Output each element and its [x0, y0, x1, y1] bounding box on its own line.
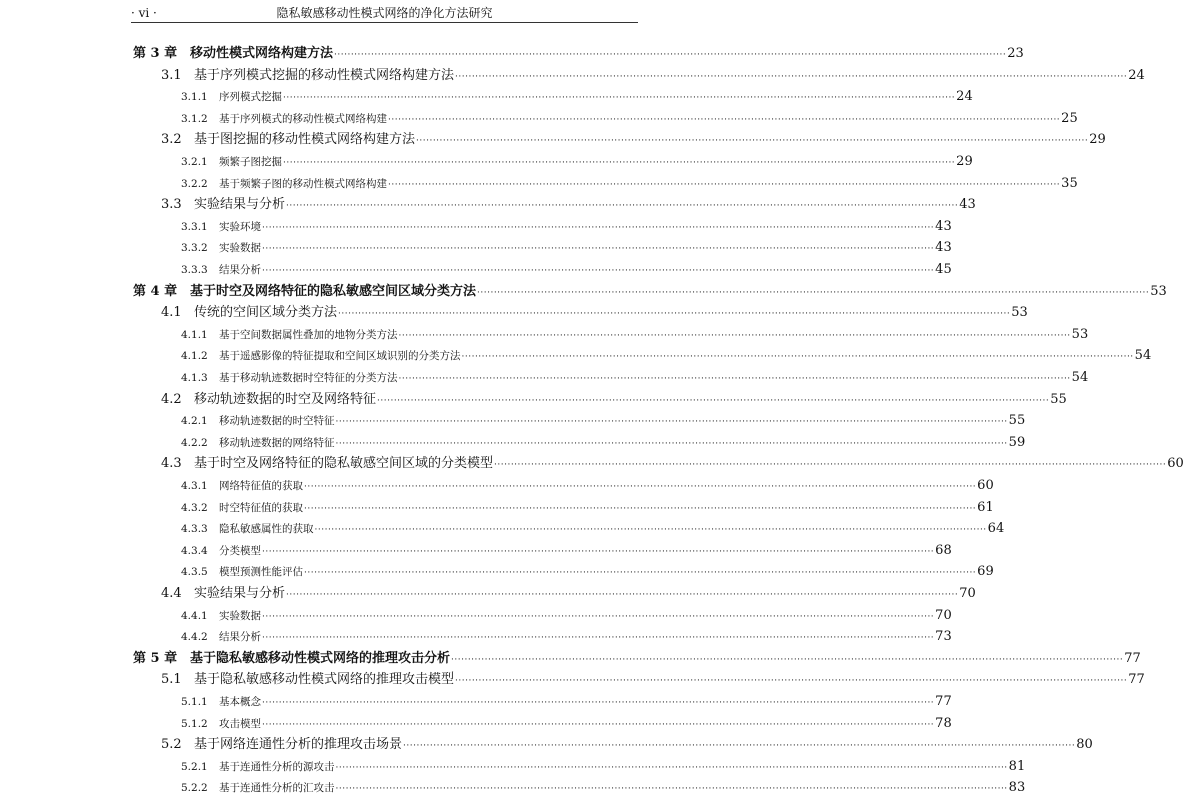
- toc-entry-number: 3.3.2: [181, 242, 208, 255]
- toc-entry-page: 81: [1008, 758, 1026, 774]
- toc-entry-number: 3.2: [161, 132, 182, 148]
- toc-leader-dots: ········································································································································································································: [262, 719, 935, 730]
- toc-leader-dots: ········································································································································································································: [262, 244, 935, 255]
- toc-entry-subsection: [181, 607, 952, 626]
- toc-leader-dots: ········································································································································································································: [455, 676, 1128, 687]
- toc-entry-page: 59: [1008, 434, 1026, 450]
- toc-entry-section: [161, 391, 1067, 410]
- page-number: · vi ·: [131, 6, 157, 20]
- toc-entry-title: 网络特征值的获取: [219, 480, 303, 492]
- toc-entry-title: 频繁子图挖掘: [219, 156, 282, 168]
- toc-leader-dots: ········································································································································································································: [335, 784, 1008, 795]
- toc-entry-chapter: [133, 283, 1167, 302]
- toc-entry-number: 5.2.2: [181, 782, 208, 795]
- toc-entry-number: 第 5 章: [133, 650, 178, 666]
- toc-leader-dots: ········································································································································································································: [262, 633, 935, 644]
- toc-leader-dots: ········································································································································································································: [398, 330, 1071, 341]
- toc-entry-number: 4.3.5: [181, 566, 208, 579]
- toc-entry-page: 69: [977, 564, 994, 580]
- toc-entry-subsection: [181, 628, 952, 647]
- toc-entry-title: 时空特征值的获取: [219, 501, 303, 514]
- toc-entry-title: 基于时空及网络特征的隐私敏感空间区域的分类模型: [194, 456, 494, 472]
- toc-entry-page: 24: [1128, 67, 1145, 83]
- toc-entry-page: 80: [1076, 737, 1093, 753]
- toc-leader-dots: ········································································································································································································: [262, 266, 935, 276]
- toc-leader-dots: ········································································································································································································: [388, 179, 1061, 190]
- toc-entry-page: 61: [977, 499, 994, 515]
- toc-leader-dots: ········································································································································································································: [388, 114, 1061, 125]
- toc-entry-subsection: [181, 499, 994, 518]
- toc-entry-title: 基于隐私敏感移动性模式网络的推理攻击模型: [194, 672, 455, 688]
- toc-entry-page: 24: [956, 89, 973, 105]
- toc-entry-page: 70: [935, 607, 952, 623]
- toc-entry-page: 25: [1061, 110, 1078, 126]
- toc-entry-number: 4.2.1: [181, 415, 208, 428]
- toc-leader-dots: ········································································································································································································: [451, 654, 1124, 665]
- toc-entry-title: 实验数据: [219, 609, 261, 622]
- toc-entry-number: 3.3.3: [181, 264, 208, 276]
- toc-entry-subsection: [181, 239, 952, 258]
- toc-entry-title: 攻击模型: [219, 717, 261, 730]
- toc-entry-title: 实验数据: [219, 242, 261, 255]
- toc-leader-dots: ········································································································································································································: [403, 741, 1076, 752]
- toc-entry-number: 4.1.3: [181, 372, 208, 384]
- toc-entry-chapter: [133, 650, 1141, 669]
- toc-entry-subsection: [181, 261, 952, 280]
- toc-entry-number: 4.4.2: [181, 631, 208, 644]
- toc-leader-dots: ········································································································································································································: [283, 93, 956, 104]
- toc-leader-dots: ········································································································································································································: [338, 309, 1011, 320]
- toc-entry-section: [161, 131, 1106, 150]
- toc-entry-number: 4.3: [161, 456, 182, 472]
- toc-entry-chapter: [133, 45, 1024, 64]
- toc-leader-dots: ········································································································································································································: [335, 762, 1008, 773]
- toc-entry-title: 基于时空及网络特征的隐私敏感空间区域分类方法: [190, 283, 477, 299]
- toc-leader-dots: ········································································································································································································: [262, 611, 935, 622]
- toc-entry-page: 54: [1134, 348, 1152, 364]
- toc-leader-dots: ········································································································································································································: [334, 50, 1007, 60]
- toc-entry-page: 77: [935, 694, 952, 709]
- toc-entry-page: 23: [1007, 46, 1024, 61]
- toc-entry-page: 60: [977, 478, 994, 493]
- toc-entry-title: 移动轨迹数据的时空及网络特征: [194, 391, 377, 407]
- toc-leader-dots: ········································································································································································································: [335, 438, 1008, 449]
- running-title: 隐私敏感移动性模式网络的净化方法研究: [276, 6, 493, 20]
- toc-entry-page: 45: [935, 262, 952, 277]
- toc-entry-section: [161, 455, 1184, 474]
- toc-entry-number: 3.3.1: [181, 220, 208, 233]
- toc-entry-title: 传统的空间区域分类方法: [194, 305, 338, 321]
- toc-entry-title: 隐私敏感属性的获取: [219, 523, 314, 536]
- toc-entry-page: 29: [1089, 132, 1106, 148]
- toc-entry-title: 移动性模式网络构建方法: [190, 46, 334, 61]
- toc-entry-page: 55: [1050, 391, 1067, 407]
- toc-entry-number: 5.2.1: [181, 760, 208, 773]
- toc-entry-page: 77: [1124, 650, 1141, 666]
- toc-entry-title: 分类模型: [219, 544, 261, 557]
- toc-entry-subsection: [181, 693, 952, 712]
- toc-entry-title: 实验结果与分析: [194, 197, 286, 213]
- toc-entry-number: 第 4 章: [133, 283, 178, 299]
- toc-entry-title: 移动轨迹数据的网络特征: [219, 436, 335, 449]
- toc-leader-dots: ········································································································································································································: [314, 525, 987, 536]
- toc-entry-number: 3.1.2: [181, 112, 208, 125]
- toc-entry-subsection: [181, 542, 952, 561]
- toc-entry-number: 5.1.2: [181, 717, 208, 730]
- toc-entry-subsection: [181, 175, 1078, 194]
- toc-entry-subsection: [181, 88, 973, 107]
- toc-leader-dots: ········································································································································································································: [286, 201, 959, 212]
- toc-entry-title: 基于序列模式挖掘的移动性模式网络构建方法: [194, 67, 455, 83]
- toc-entry-subsection: [181, 369, 1089, 388]
- toc-leader-dots: ········································································································································································································: [477, 287, 1150, 298]
- toc-entry-number: 5.1: [161, 672, 182, 688]
- toc-entry-number: 3.3: [161, 197, 182, 213]
- toc-leader-dots: ········································································································································································································: [262, 698, 935, 708]
- toc-entry-section: [161, 585, 976, 604]
- toc-entry-number: 第 3 章: [133, 46, 178, 61]
- toc-entry-subsection: [181, 477, 994, 496]
- toc-entry-page: 29: [956, 154, 973, 169]
- toc-entry-title: 移动轨迹数据的时空特征: [219, 415, 335, 428]
- toc-leader-dots: ········································································································································································································: [455, 71, 1128, 82]
- toc-entry-page: 78: [935, 715, 952, 731]
- toc-entry-page: 54: [1071, 370, 1089, 385]
- toc-entry-number: 3.2.1: [181, 156, 208, 168]
- toc-entry-title: 基于序列模式的移动性模式网络构建: [219, 112, 387, 125]
- toc-entry-title: 基于隐私敏感移动性模式网络的推理攻击分析: [190, 650, 451, 666]
- toc-entry-page: 53: [1150, 283, 1167, 299]
- toc-entry-title: 模型预测性能评估: [219, 566, 303, 579]
- toc-entry-page: 83: [1008, 780, 1026, 796]
- toc-entry-section: [161, 196, 976, 215]
- toc-entry-number: 3.1: [161, 67, 182, 83]
- toc-leader-dots: ········································································································································································································: [416, 136, 1089, 147]
- toc-entry-title: 基于连通性分析的源攻击: [219, 760, 335, 773]
- toc-entry-number: 4.1.1: [181, 328, 208, 341]
- toc-entry-number: 4.3.4: [181, 544, 208, 557]
- toc-entry-subsection: [181, 520, 1005, 539]
- toc-leader-dots: ········································································································································································································: [304, 482, 977, 492]
- toc-entry-page: 53: [1071, 326, 1089, 342]
- toc-entry-subsection: [181, 110, 1078, 129]
- toc-entry-number: 4.4: [161, 586, 182, 601]
- toc-entry-subsection: [181, 326, 1089, 345]
- toc-entry-section: [161, 736, 1093, 755]
- toc-entry-page: 35: [1061, 175, 1078, 191]
- toc-leader-dots: ········································································································································································································: [262, 546, 935, 557]
- toc-entry-title: 基于连通性分析的汇攻击: [219, 782, 335, 795]
- toc-entry-page: 43: [935, 240, 952, 256]
- toc-entry-number: 4.2.2: [181, 436, 208, 449]
- toc-entry-number: 3.1.1: [181, 91, 208, 104]
- toc-entry-section: [161, 67, 1145, 86]
- toc-entry-page: 60: [1167, 456, 1184, 472]
- toc-entry-number: 4.3.2: [181, 501, 208, 514]
- toc-entry-number: 4.2: [161, 391, 182, 407]
- toc-entry-title: 结果分析: [219, 264, 261, 276]
- toc-entry-title: 实验环境: [219, 220, 261, 233]
- toc-entry-page: 73: [935, 629, 952, 645]
- toc-entry-page: 64: [987, 521, 1005, 537]
- toc-leader-dots: ········································································································································································································: [398, 374, 1071, 384]
- toc-entry-section: [161, 304, 1028, 323]
- toc-entry-page: 70: [959, 586, 976, 601]
- toc-leader-dots: ········································································································································································································: [262, 222, 935, 233]
- toc-leader-dots: ········································································································································································································: [377, 395, 1050, 406]
- toc-leader-dots: ········································································································································································································: [304, 503, 977, 514]
- toc-entry-page: 43: [935, 218, 952, 234]
- toc-entry-page: 77: [1128, 672, 1145, 688]
- toc-entry-number: 5.2: [161, 737, 182, 753]
- toc-leader-dots: ········································································································································································································: [461, 352, 1134, 363]
- toc-entry-subsection: [181, 153, 973, 172]
- toc-entry-number: 4.3.1: [181, 480, 208, 492]
- toc-entry-number: 4.4.1: [181, 609, 208, 622]
- toc-entry-title: 序列模式挖掘: [219, 91, 282, 104]
- toc-entry-title: 基于移动轨迹数据时空特征的分类方法: [219, 372, 398, 384]
- toc-entry-number: 4.3.3: [181, 523, 208, 536]
- toc-entry-page: 53: [1011, 305, 1028, 321]
- toc-entry-title: 基于频繁子图的移动性模式网络构建: [219, 177, 387, 190]
- toc-entry-title: 实验结果与分析: [194, 586, 286, 601]
- toc-entry-title: 基本概念: [219, 696, 261, 708]
- toc-entry-page: 43: [959, 197, 976, 213]
- toc-entry-subsection: [181, 779, 1026, 798]
- toc-entry-subsection: [181, 218, 952, 237]
- toc-entry-subsection: [181, 434, 1026, 453]
- toc-entry-title: 基于图挖掘的移动性模式网络构建方法: [194, 132, 416, 148]
- toc-entry-number: 4.1: [161, 305, 182, 321]
- toc-entry-subsection: [181, 412, 1026, 431]
- toc-entry-page: 55: [1008, 413, 1026, 429]
- toc-leader-dots: ········································································································································································································: [286, 590, 959, 600]
- toc-entry-title: 基于空间数据属性叠加的地物分类方法: [219, 328, 398, 341]
- toc-entry-number: 4.1.2: [181, 350, 208, 363]
- toc-leader-dots: ········································································································································································································: [304, 568, 977, 579]
- toc-entry-subsection: [181, 563, 994, 582]
- toc-entry-title: 结果分析: [219, 631, 261, 644]
- toc-leader-dots: ········································································································································································································: [283, 158, 956, 168]
- toc-entry-subsection: [181, 347, 1152, 366]
- toc-entry-page: 68: [935, 542, 952, 558]
- toc-leader-dots: ········································································································································································································: [494, 460, 1167, 471]
- toc-entry-section: [161, 671, 1145, 690]
- toc-entry-subsection: [181, 758, 1026, 777]
- toc-entry-title: 基于遥感影像的特征提取和空间区域识别的分类方法: [219, 350, 461, 363]
- toc-entry-title: 基于网络连通性分析的推理攻击场景: [194, 737, 403, 753]
- toc-entry-number: 5.1.1: [181, 696, 208, 708]
- toc-entry-number: 3.2.2: [181, 177, 208, 190]
- toc-leader-dots: ········································································································································································································: [335, 417, 1008, 428]
- toc-entry-subsection: [181, 715, 952, 734]
